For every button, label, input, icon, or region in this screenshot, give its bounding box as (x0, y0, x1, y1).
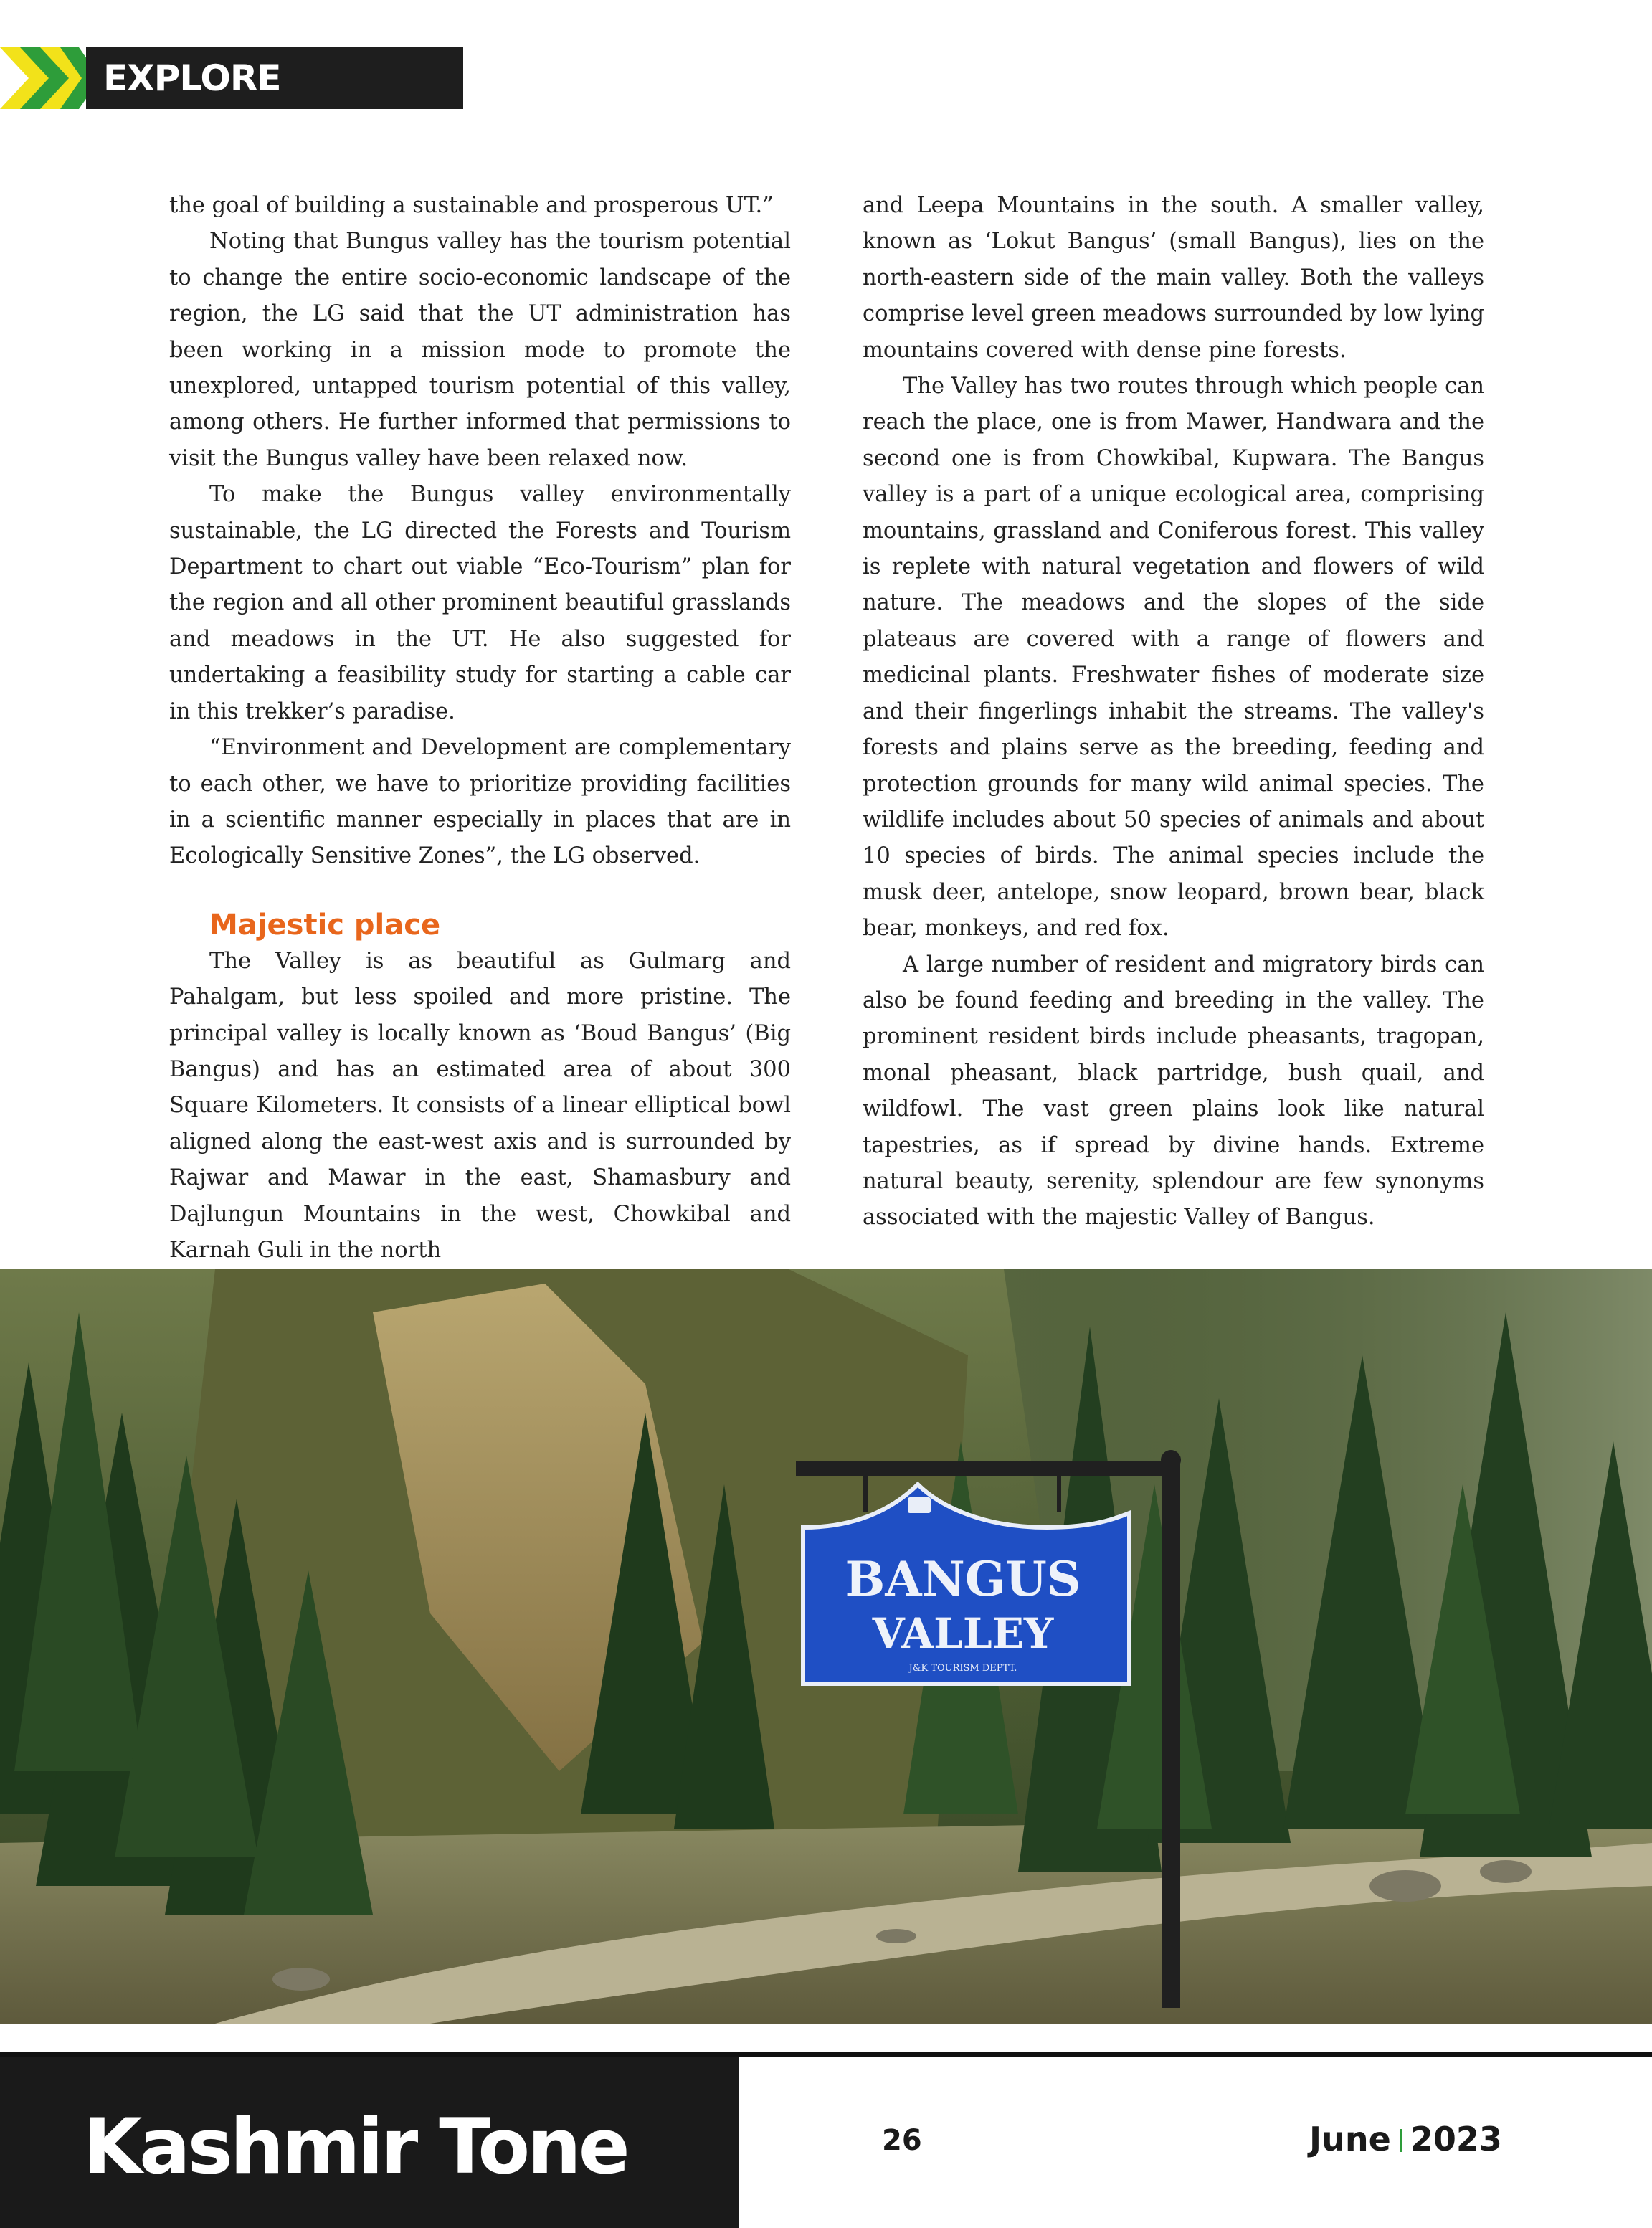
sign-line1: BANGUS (845, 1551, 1081, 1607)
issue-year: 2023 (1410, 2120, 1502, 2158)
section-subheading: Majestic place (209, 908, 441, 942)
chevron-arrows-icon (0, 47, 100, 109)
section-tag (0, 47, 463, 161)
issue-date (1309, 2120, 1502, 2158)
paragraph: and Leepa Mountains in the south. A smaller valley, known as ‘Lokut Bangus’ (small Bangus), lies on the north-eastern side of the main valley. Both the valleys comprise level green meadows surrounded by low lying mountains covered with dense pine forests. (863, 193, 1484, 363)
magazine-brand: Kashmir Tone (83, 2103, 627, 2191)
issue-separator (1400, 2129, 1402, 2152)
issue-month: June (1309, 2120, 1391, 2158)
paragraph: the goal of building a sustainable and prosperous UT.” (169, 193, 774, 218)
paragraph: A large number of resident and migratory birds can also be found feeding and breeding in the valley. The prominent resident birds include pheasants, tragopan, monal pheasant, black partridge, bush quail, and wildfowl. The vast green plains look like natural tapestries, as if spread by divine hands. Extreme natural beauty, serenity, splendour are few synonyms associated with the majestic Valley of Bangus. (863, 952, 1484, 1231)
page-number: 26 (882, 2124, 922, 2157)
sign-line2: VALLEY (872, 1609, 1054, 1658)
paragraph: “Environment and Development are complementary to each other, we have to prioritize providing facilities in a scientific manner especially in places that are in Ecologically Sensitive Zones”, the LG observed. (169, 735, 791, 869)
paragraph: The Valley is as beautiful as Gulmarg and Pahalgam, but less spoiled and more pristine. The principal valley is locally known as ‘Boud Bangus’ (Big Bangus) and has an estimated area of about 300 Square Kilometers. It consists of a linear elliptical bowl aligned along the east-west axis and is surrounded by Rajwar and Mawar in the east, Shamasbury and Dajlungun Mountains in the west, Chowkibal and Karnah Guli in the north (169, 948, 791, 1263)
paragraph: To make the Bungus valley environmentally sustainable, the LG directed the Forests and Tourism Department to chart out viable “Eco-Tourism” plan for the region and all other prominent beautiful grasslands and meadows in the UT. He also suggested for undertaking a feasibility study for starting a cable car in this trekker’s paradise. (169, 482, 791, 724)
paragraph: Noting that Bungus valley has the tourism potential to change the entire socio-economic landscape of the region, the LG said that the UT administration has been working in a mission mode to promote the unexplored, untapped tourism potential of this valley, among others. He further informed that permissions to visit the Bungus valley have been relaxed now. (169, 229, 791, 471)
sign-small-text: J&K TOURISM DEPTT. (908, 1663, 1017, 1674)
bangus-valley-photo (0, 1269, 1652, 2024)
paragraph: The Valley has two routes through which people can reach the place, one is from Mawer, Handwara and the second one is from Chowkibal, Kupwara. The Bangus valley is a part of a unique ecological area, comprising mountains, grassland and Coniferous forest. This valley is replete with natural vegetation and flowers of wild nature. The meadows and the slopes of the side plateaus are covered with a range of flowers and medicinal plants. Freshwater fishes of moderate size and their fingerlings inhabit the streams. The valley's forests and plains serve as the breeding, feeding and protection grounds for many wild animal species. The wildlife includes about 50 species of animals and about 10 species of birds. The animal species include the musk deer, antelope, snow leopard, brown bear, black bear, monkeys, and red fox. (863, 374, 1484, 942)
article-left-column (169, 188, 791, 1269)
article-right-column (863, 188, 1484, 1236)
section-label: EXPLORE KASHMIR (86, 47, 463, 109)
